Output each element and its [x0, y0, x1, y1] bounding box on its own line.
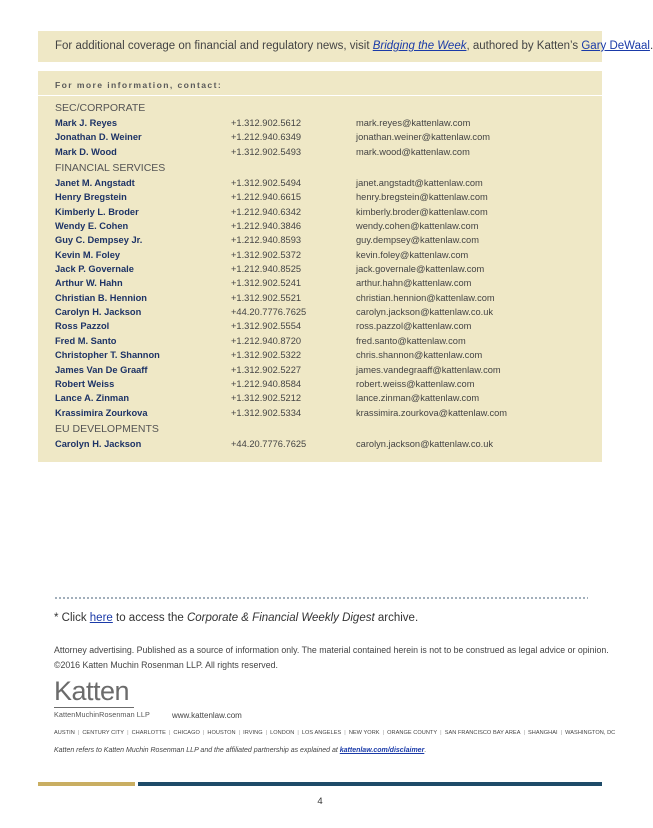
- contact-email: ross.pazzol@kattenlaw.com: [356, 321, 472, 332]
- office-city: CHARLOTTE: [131, 730, 166, 736]
- contact-email: fred.santo@kattenlaw.com: [356, 335, 466, 346]
- contact-name: Mark D. Wood: [55, 146, 117, 157]
- contact-phone: +1.312.902.5334: [231, 407, 302, 418]
- section-title: FINANCIAL SERVICES: [55, 162, 166, 175]
- contact-row: [55, 248, 595, 262]
- disclaimer-link[interactable]: kattenlaw.com/disclaimer: [339, 747, 425, 754]
- contact-name: Henry Bregstein: [55, 192, 127, 203]
- contact-email: wendy.cohen@kattenlaw.com: [356, 221, 479, 232]
- contact-phone: +1.312.902.5212: [231, 393, 302, 404]
- contact-email: jack.governale@kattenlaw.com: [356, 264, 485, 275]
- contacts-heading: For more information, contact:: [55, 80, 223, 90]
- contact-name: Kevin M. Foley: [55, 249, 121, 260]
- office-city: CENTURY CITY: [82, 730, 125, 736]
- office-city: AUSTIN: [54, 730, 75, 736]
- contact-row: [55, 176, 595, 190]
- coverage-banner: [38, 31, 653, 62]
- contact-phone: +1.312.902.5521: [231, 292, 302, 303]
- contact-phone: +1.312.902.5372: [231, 249, 302, 260]
- office-cities: [54, 730, 615, 736]
- contacts-list: [55, 99, 595, 451]
- contact-email: james.vandegraaff@kattenlaw.com: [356, 364, 501, 375]
- contact-name: Janet M. Angstadt: [55, 178, 135, 189]
- contact-name: Ross Pazzol: [55, 321, 110, 332]
- contact-row: [55, 348, 595, 362]
- contact-phone: +1.312.902.5494: [231, 178, 302, 189]
- contact-email: guy.dempsey@kattenlaw.com: [356, 235, 479, 246]
- contact-name: Christian B. Hennion: [55, 292, 147, 303]
- office-city: CHICAGO: [173, 730, 200, 736]
- logo-firm-name: KattenMuchinRosenman LLP: [54, 710, 150, 719]
- contact-name: Kimberly L. Broder: [55, 206, 139, 217]
- contact-phone: +1.312.902.5227: [231, 364, 302, 375]
- contact-row: [55, 406, 595, 420]
- contact-row: [55, 334, 595, 348]
- contact-row: [55, 437, 595, 451]
- office-city: ORANGE COUNTY: [387, 730, 438, 736]
- footer-gold-bar: [38, 782, 135, 786]
- contact-email: mark.wood@kattenlaw.com: [356, 146, 470, 157]
- contact-name: Wendy E. Cohen: [55, 221, 129, 232]
- contact-name: Robert Weiss: [55, 378, 115, 389]
- contact-email: christian.hennion@kattenlaw.com: [356, 292, 495, 303]
- refers-line: [54, 747, 426, 754]
- contact-name: James Van De Graaff: [55, 364, 148, 375]
- dotted-divider: [54, 597, 588, 599]
- contact-name: Mark J. Reyes: [55, 118, 118, 128]
- banner-suffix: .: [649, 40, 653, 52]
- katten-logo: [54, 676, 164, 718]
- contact-phone: +1.212.940.8584: [231, 378, 302, 389]
- contact-name: Lance A. Zinman: [55, 393, 130, 404]
- city-separator: |: [560, 730, 563, 736]
- contact-name: Christopher T. Shannon: [55, 350, 160, 361]
- contact-email: kimberly.broder@kattenlaw.com: [356, 206, 488, 217]
- archive-line: [54, 612, 418, 624]
- contact-phone: +44.20.7776.7625: [231, 438, 307, 449]
- contact-row: [55, 377, 595, 391]
- contact-phone: +1.212.940.6349: [231, 132, 302, 143]
- contact-phone: +1.212.940.8593: [231, 235, 302, 246]
- city-separator: |: [440, 730, 442, 736]
- contact-row: [55, 219, 595, 233]
- section-title: EU DEVELOPMENTS: [55, 422, 159, 435]
- contact-row: [55, 262, 595, 276]
- archive-here-link[interactable]: here: [89, 612, 113, 624]
- page-number: 4: [317, 796, 323, 807]
- archive-suffix: archive.: [374, 612, 419, 624]
- contact-name: Arthur W. Hahn: [55, 278, 123, 289]
- contact-phone: +1.212.940.6342: [231, 206, 302, 217]
- bridging-the-week-link[interactable]: Bridging the Week: [372, 40, 467, 52]
- logo-wordmark: Katten: [54, 676, 130, 706]
- contact-email: janet.angstadt@kattenlaw.com: [356, 178, 483, 189]
- footer-navy-bar: [138, 782, 602, 786]
- website-text: www.kattenlaw.com: [172, 711, 242, 720]
- contact-row: [55, 363, 595, 377]
- city-separator: |: [168, 730, 171, 736]
- contact-row: [55, 276, 595, 290]
- contact-email: chris.shannon@kattenlaw.com: [356, 350, 483, 361]
- contact-row: [55, 233, 595, 247]
- city-separator: |: [523, 730, 526, 736]
- contacts-panel: [38, 71, 602, 462]
- archive-title: Corporate & Financial Weekly Digest: [186, 612, 375, 624]
- contact-row: [55, 116, 595, 130]
- gary-dewaal-link[interactable]: Gary DeWaal: [581, 40, 650, 52]
- archive-middle: to access the: [112, 612, 187, 624]
- contact-phone: +1.212.940.6615: [231, 192, 302, 203]
- disclaimer-line: Attorney advertising. Published as a source of information only. The material contained herein is not to be construed as legal advice or opinion.: [54, 645, 609, 655]
- office-city: SAN FRANCISCO BAY AREA: [444, 730, 521, 736]
- contact-phone: +44.20.7776.7625: [231, 307, 307, 318]
- office-city: LONDON: [270, 730, 295, 736]
- contact-phone: +1.312.902.5554: [231, 321, 302, 332]
- contact-email: carolyn.jackson@kattenlaw.co.uk: [356, 438, 494, 449]
- office-city: HOUSTON: [207, 730, 236, 736]
- office-city: WASHINGTON, DC: [565, 730, 616, 736]
- contact-name: Guy C. Dempsey Jr.: [55, 235, 143, 246]
- office-city: NEW YORK: [348, 730, 380, 736]
- contact-name: Carolyn H. Jackson: [55, 307, 142, 318]
- contact-row: [55, 319, 595, 333]
- contact-name: Jack P. Governale: [55, 264, 134, 275]
- contact-email: arthur.hahn@kattenlaw.com: [356, 278, 472, 289]
- city-separator: |: [238, 730, 241, 736]
- city-separator: |: [77, 730, 80, 736]
- contact-row: [55, 130, 595, 144]
- banner-prefix: For additional coverage on financial and regulatory news, visit: [55, 40, 373, 52]
- office-city: SHANGHAI: [528, 730, 558, 736]
- contact-row: [55, 305, 595, 319]
- section-title: SEC/CORPORATE: [55, 102, 146, 114]
- archive-prefix: * Click: [54, 612, 90, 624]
- banner-middle: , authored by Katten’s: [466, 40, 582, 52]
- contact-name: Krassimira Zourkova: [55, 407, 148, 418]
- office-city: IRVING: [243, 730, 263, 736]
- contact-email: krassimira.zourkova@kattenlaw.com: [356, 407, 508, 418]
- copyright-line: ©2016 Katten Muchin Rosenman LLP. All rights reserved.: [54, 660, 278, 670]
- contact-row: [55, 291, 595, 305]
- contact-email: jonathan.weiner@kattenlaw.com: [356, 132, 490, 143]
- contact-name: Jonathan D. Weiner: [55, 132, 142, 143]
- contact-email: carolyn.jackson@kattenlaw.co.uk: [356, 307, 494, 318]
- city-separator: |: [202, 730, 205, 736]
- contact-email: henry.bregstein@kattenlaw.com: [356, 192, 488, 203]
- contact-name: Fred M. Santo: [55, 335, 117, 346]
- contacts-divider: [38, 95, 602, 96]
- city-separator: |: [344, 730, 346, 736]
- contact-phone: +1.212.940.8525: [231, 264, 302, 275]
- city-separator: |: [382, 730, 385, 736]
- office-city: LOS ANGELES: [301, 730, 342, 736]
- contact-email: kevin.foley@kattenlaw.com: [356, 249, 469, 260]
- contact-row: [55, 190, 595, 204]
- logo-rule: [54, 707, 134, 708]
- contact-phone: +1.312.902.5322: [231, 350, 302, 361]
- contact-phone: +1.312.902.5241: [231, 278, 302, 289]
- contact-phone: +1.212.940.3846: [231, 221, 302, 232]
- contact-name: Carolyn H. Jackson: [55, 438, 142, 449]
- contact-email: robert.weiss@kattenlaw.com: [356, 378, 475, 389]
- refers-suffix: .: [424, 747, 427, 754]
- contact-row: [55, 391, 595, 405]
- city-separator: |: [265, 730, 268, 736]
- contact-phone: +1.312.902.5612: [231, 118, 302, 128]
- contact-phone: +1.312.902.5493: [231, 146, 302, 157]
- contact-email: mark.reyes@kattenlaw.com: [356, 118, 471, 128]
- contact-phone: +1.212.940.8720: [231, 335, 302, 346]
- refers-text: Katten refers to Katten Muchin Rosenman LLP and the affiliated partnership as explained at: [54, 747, 340, 754]
- contact-email: lance.zinman@kattenlaw.com: [356, 393, 480, 404]
- city-separator: |: [127, 730, 129, 736]
- contact-row: [55, 145, 595, 159]
- contact-row: [55, 205, 595, 219]
- city-separator: |: [297, 730, 299, 736]
